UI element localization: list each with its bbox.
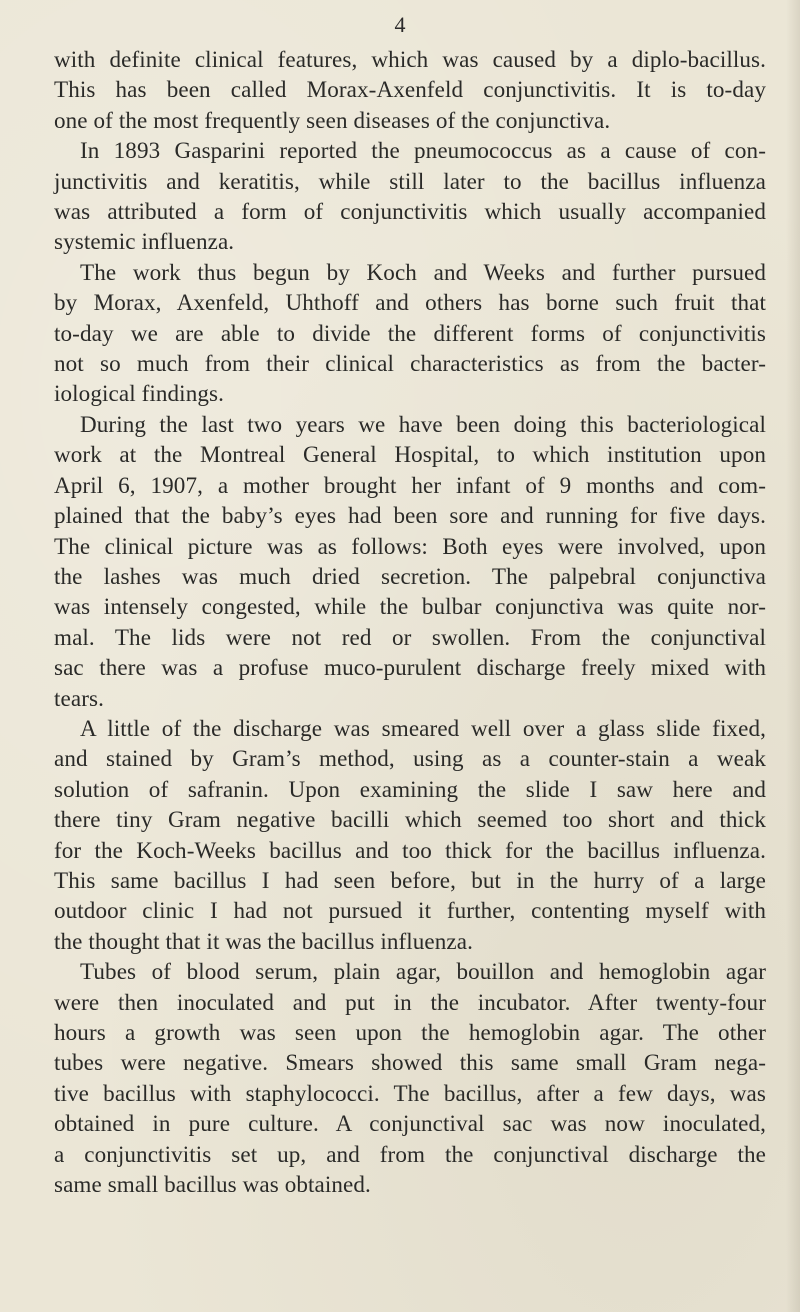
text-line: the lashes was much dried secretion. The palpebral conjunctiva [54,562,766,589]
paragraph [54,409,766,713]
text-line: hours a growth was seen upon the hemoglobin agar. The other [54,1019,766,1045]
text-line: During the last two years we have been doing this bacteriological [80,410,766,437]
text-line: The clinical picture was as follows: Both eyes were involved, upon [54,532,766,559]
paragraph [54,956,766,1199]
text-line: iological findings. [54,380,224,407]
text-line: by Morax, Axenfeld, Uhthoff and others has borne such fruit that [54,289,766,316]
text-line: sac there was a profuse muco-purulent discharge freely mixed with [54,654,766,681]
text-line: work at the Montreal General Hospital, to which institution upon [54,441,766,468]
text-line: In 1893 Gasparini reported the pneumococcus as a cause of con- [80,137,766,164]
text-line: April 6, 1907, a mother brought her infant of 9 months and com- [54,471,766,498]
text-line: junctivitis and keratitis, while still later to the bacillus influenza [54,167,766,194]
text-line: one of the most frequently seen diseases of the conjunctiva. [54,106,611,133]
text-line: were then inoculated and put in the incubator. After twenty-four [54,988,766,1015]
text-line: plained that the baby’s eyes had been sore and running for five days. [54,502,766,529]
page-number: 4 [394,12,406,37]
text-line: to-day we are able to divide the different forms of conjunctivitis [54,319,766,346]
text-line: solution of safranin. Upon examining the slide I saw here and [54,775,766,802]
paragraph [54,713,766,956]
text-line: tears. [54,684,104,711]
text-line: and stained by Gram’s method, using as a counter-stain a weak [54,745,766,772]
text-line: not so much from their clinical characteristics as from the bacter- [54,350,766,377]
text-line: there tiny Gram negative bacilli which seemed too short and thick [54,806,766,833]
text-line: This same bacillus I had seen before, but in the hurry of a large [54,866,766,893]
text-line: The work thus begun by Koch and Weeks and further pursued [80,258,766,285]
text-line: was intensely congested, while the bulbar conjunctiva was quite nor- [54,593,766,620]
paragraph [54,257,766,409]
text-line: A little of the discharge was smeared well over a glass slide fixed, [80,714,766,741]
paragraph [54,44,766,135]
text-line: the thought that it was the bacillus influenza. [54,927,474,954]
text-line: tubes were negative. Smears showed this same small Gram nega- [54,1049,766,1076]
page-edge-shadow [786,0,800,1312]
text-line: tive bacillus with staphylococci. The bacillus, after a few days, was [54,1079,766,1106]
text-line: This has been called Morax-Axenfeld conjunctivitis. It is to-day [54,76,766,103]
text-line: Tubes of blood serum, plain agar, bouillon and hemoglobin agar [80,958,766,985]
paragraph [54,135,766,257]
text-line: outdoor clinic I had not pursued it further, contenting myself with [54,897,766,924]
text-line: for the Koch-Weeks bacillus and too thick for the bacillus influenza. [54,836,766,863]
body-text [54,44,766,1199]
text-line: same small bacillus was obtained. [54,1171,371,1198]
text-line: mal. The lids were not red or swollen. From the conjunctival [54,623,766,650]
text-line: was attributed a form of conjunctivitis which usually accompanied [54,198,766,225]
text-line: systemic influenza. [54,228,235,255]
text-line: obtained in pure culture. A conjunctival sac was now inoculated, [54,1110,766,1137]
text-line: a conjunctivitis set up, and from the conjunctival discharge the [54,1140,766,1167]
text-line: with definite clinical features, which was caused by a diplo-bacillus. [54,46,766,72]
